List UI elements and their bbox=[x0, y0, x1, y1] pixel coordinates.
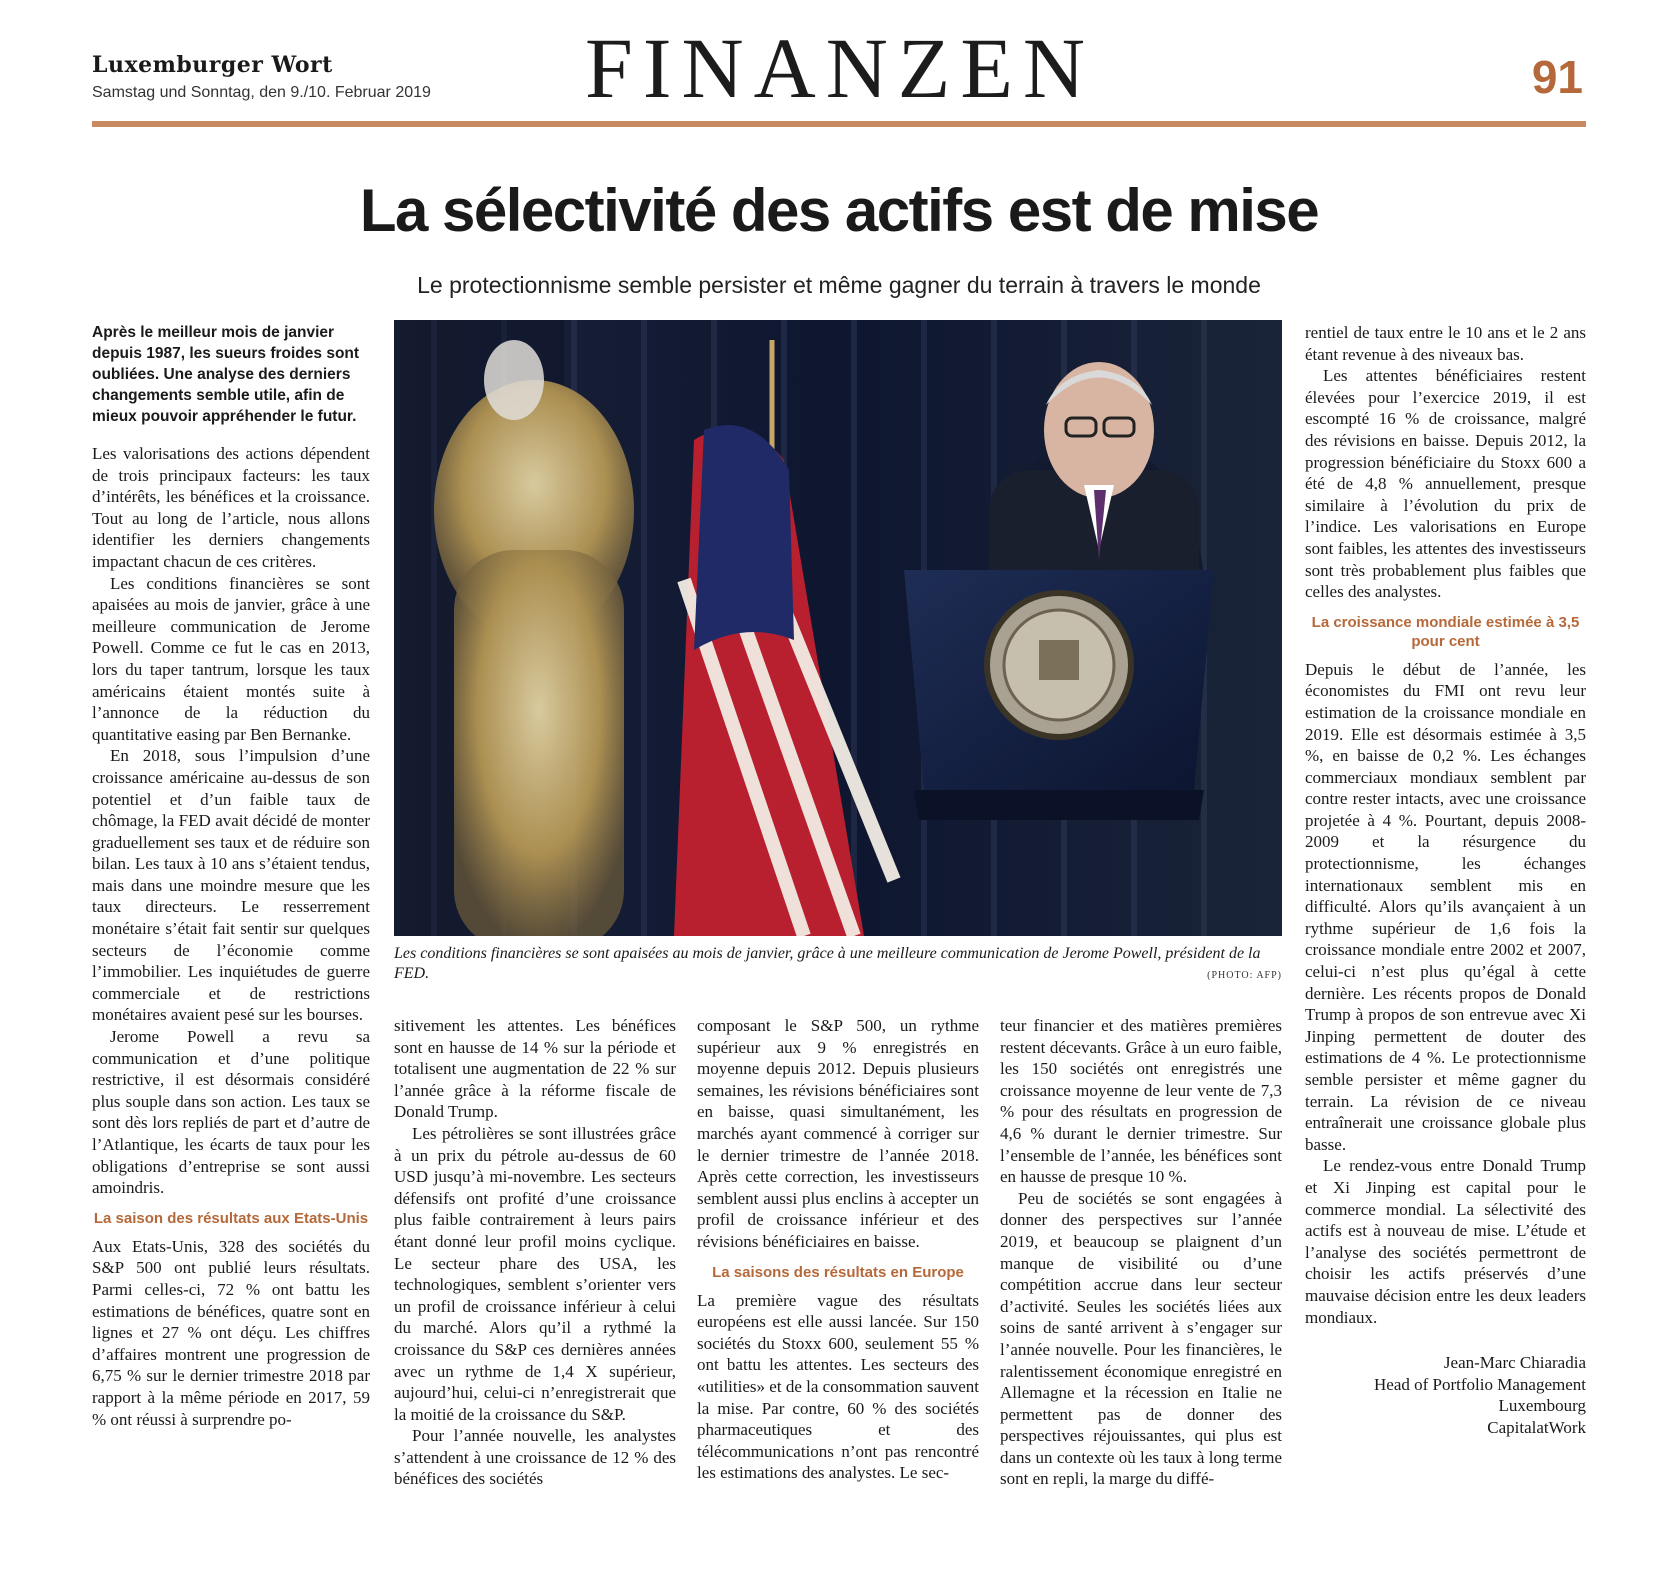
paragraph: composant le S&P 500, un rythme supérieur aux 9 % enregistrés en moyenne depuis 2012. Depuis plusieurs semaines, les révisions bénéficiaires sont en baisse, quasi simultanément, les marchés ayant commencé à corriger sur le dernier trimestre de l’année 2018. Après cette correction, les investisseurs semblent aussi plus enclins à accepter un profil de croissance inférieur et des révisions bénéficiaires en baisse. bbox=[697, 1016, 979, 1251]
paragraph: teur financier et des matières premières restent décevants. Grâce à un euro faible, les 150 sociétés ont enregistrés une croissance moyenne de leur vente de 7,3 % pour des résultats en progression de 4,6 % durant le dernier trimestre. Sur l’ensemble de l’année, les bénéfices sont en hausse de presque 10 %. bbox=[1000, 1016, 1282, 1187]
author-name: Jean-Marc Chiaradia bbox=[1443, 1353, 1586, 1373]
paragraph: Les attentes bénéficiaires restent élevées pour l’exercice 2019, il est escompté 16 % de croissance, malgré des révisions en baisse. Depuis 2012, la progression bénéficiaire du Stoxx 600 a été de 4,8 % annuellement, presque similaire à l’évolution du prix de l’indice. Les valorisations en Europe sont faibles, les attentes des investisseurs sont très probablement plus faibles que celles des analystes. bbox=[1305, 366, 1586, 602]
header-rule bbox=[92, 121, 1586, 127]
photo-illustration bbox=[394, 320, 1282, 936]
blurred-microphone-shape bbox=[434, 340, 634, 936]
paragraph: Le rendez-vous entre Donald Trump et Xi Jinping est capital pour le commerce mondial. La sélectivité des actifs est à nouveau de mise. L’étude et l’analyse des sociétés permettront de choisir les actifs préservés d’une mauvaise décision entre les deux leaders mondiaux. bbox=[1305, 1156, 1586, 1327]
paragraph: Peu de sociétés se sont engagées à donner des perspectives sur l’année 2019, et beaucoup se plaignent d’un manque de visibilité ou d’une compétition accrue dans leur secteur d’activité. Seules les sociétés liées aux soins de santé arrivent à s’engager sur l’année nouvelle. Pour les financières, le ralentissement économique enregistré en Allemagne et la récession en Italie ne permettent pas de donner des perspectives réjouissantes, qui plus est dans un contexte où les taux à long terme sont en repli, la marge du diffé- bbox=[1000, 1188, 1282, 1489]
paragraph: Les conditions financières se sont apaisées au mois de janvier, grâce à une meilleure communication de Jerome Powell. Comme ce fut le cas en 2013, lors du taper tantrum, lorsque les taux américains étaient montés suite à l’annonce de la réduction du quantitative easing par Ben Bernanke. bbox=[92, 573, 370, 744]
paragraph: Aux Etats-Unis, 328 des sociétés du S&P 500 ont publié leurs résultats. Parmi celles-ci, 72 % ont battu les estimations de bénéfices, quatre sont en lignes et 27 % ont déçu. Les chiffres d’affaires montrent une progression de 6,75 % sur le dernier trimestre 2018 par rapport à la même période en 2017, 59 % ont réussi à surprendre po- bbox=[92, 1236, 370, 1429]
paragraph: Pour l’année nouvelle, les analystes s’attendent à une croissance de 12 % des bénéfices des sociétés bbox=[394, 1426, 676, 1489]
section-title: FINANZEN bbox=[585, 20, 1095, 116]
paragraph: Jerome Powell a revu sa communication et d’une politique restrictive, il est désormais considéré plus souple dans son action. Les taux se sont dès lors repliés de part et d’autre de l’Atlantique, les écarts de taux pour les obligations d’entreprise se sont aussi amoindris. bbox=[92, 1027, 370, 1198]
publication-logo: Luxemburger Wort bbox=[92, 52, 333, 78]
article-subheadline: Le protectionnisme semble persister et même gagner du terrain à travers le monde bbox=[417, 272, 1261, 298]
article-lead: Après le meilleur mois de janvier depuis 1987, les sueurs froides sont oubliées. Une analyse des derniers changements semble utile, afin de mieux pouvoir appréhender le futur. bbox=[92, 324, 360, 425]
author-block bbox=[1305, 1352, 1586, 1438]
issue-date: Samstag und Sonntag, den 9./10. Februar 2019 bbox=[92, 84, 431, 101]
subheading: La croissance mondiale estimée à 3,5 pour cent bbox=[1311, 613, 1580, 650]
paragraph: Les valorisations des actions dépendent de trois principaux facteurs: les taux d’intérêts, les bénéfices et la croissance. Tout au long de l’article, nous allons identifier les derniers changements impactant chacun de ces critères. bbox=[92, 444, 370, 571]
page-number: 91 bbox=[1531, 51, 1583, 103]
paragraph: En 2018, sous l’impulsion d’une croissance américaine au-dessus de son potentiel et d’un faible taux de chômage, la FED avait décidé de monter graduellement ses taux et de réduire son bilan. Les taux à 10 ans s’étaient tendus, mais dans une moindre mesure que les taux directeurs. Le resserrement monétaire s’était fait sentir sur quelques secteurs de l’économie comme l’immobilier. Les inquiétudes de guerre commerciale et de restrictions monétaires avaient pesé sur les bourses. bbox=[92, 746, 370, 1025]
article-headline: La sélectivité des actifs est de mise bbox=[359, 177, 1319, 244]
article-column-5 bbox=[1305, 322, 1586, 1439]
subheading: La saisons des résultats en Europe bbox=[712, 1263, 964, 1281]
paragraph: Les pétrolières se sont illustrées grâce à un prix du pétrole au-dessus de 60 USD jusqu’à mi-novembre. Les secteurs défensifs ont profité d’une croissance plus faible contrairement à leurs pairs étant donné leur profil moins cyclique. Le secteur phare des USA, les technologiques, semblent s’orienter vers un profil de croissance inférieur à celui du marché. Alors qu’il a rythmé la croissance du S&P ces dernières années avec un rythme de 1,4 X supérieur, aujourd’hui, celui-ci n’enregistrerait que la moitié de la croissance du S&P. bbox=[394, 1123, 676, 1424]
author-company: CapitalatWork bbox=[1487, 1417, 1586, 1437]
article-column-1 bbox=[92, 322, 370, 1430]
author-location: Luxembourg bbox=[1498, 1396, 1586, 1416]
photo-credit: (PHOTO: AFP) bbox=[1207, 970, 1282, 981]
paragraph: La première vague des résultats européens est elle aussi lancée. Sur 150 sociétés du Stoxx 600, seulement 55 % ont battu les attentes. Les secteurs des «utilities» et de la consommation sauvent la mise. Par contre, 60 % des sociétés pharmaceutiques et des télécommunications n’ont pas rencontré les estimations des analystes. Le sec- bbox=[697, 1290, 979, 1483]
paragraph: rentiel de taux entre le 10 ans et le 2 ans étant revenue à des niveaux bas. bbox=[1305, 323, 1586, 364]
paragraph: sitivement les attentes. Les bénéfices sont en hausse de 14 % sur la période et totalisent une augmentation de 22 % sur l’année grâce à la réforme fiscale de Donald Trump. bbox=[394, 1016, 676, 1122]
author-title: Head of Portfolio Management bbox=[1374, 1374, 1586, 1394]
article-column-2 bbox=[394, 1015, 676, 1490]
subheading: La saison des résultats aux Etats-Unis bbox=[93, 1209, 369, 1227]
article-photo bbox=[394, 320, 1282, 936]
article-column-4 bbox=[1000, 1015, 1282, 1490]
paragraph: Depuis le début de l’année, les économistes du FMI ont revu leur estimation de la croissance mondiale en 2019. Elle est désormais estimée à 3,5 %, en baisse de 0,2 %. Les échanges commerciaux mondiaux semblent par contre rester intacts, avec une croissance projetée à 4 %. Pourtant, depuis 2008-2009 et la résurgence du protectionnisme, les échanges internationaux semblent mis en difficulté. Alors qu’ils avançaient à un rythme supérieur de 1,6 fois la croissance mondiale entre 2002 et 2007, celui-ci n’est plus qu’égal à cette dernière. Les récents propos de Donald Trump à propos de son entrevue avec Xi Jinping permettent de douter des estimations de 4 %. Le protectionnisme semble persister et même gagner du terrain. La révision de ce niveau entraînerait une croissance globale plus basse. bbox=[1305, 659, 1586, 1154]
photo-caption: Les conditions financières se sont apaisées au mois de janvier, grâce à une meilleure communication de Jerome Powell, président de la FED. bbox=[394, 945, 1261, 982]
article-column-3 bbox=[697, 1015, 979, 1484]
